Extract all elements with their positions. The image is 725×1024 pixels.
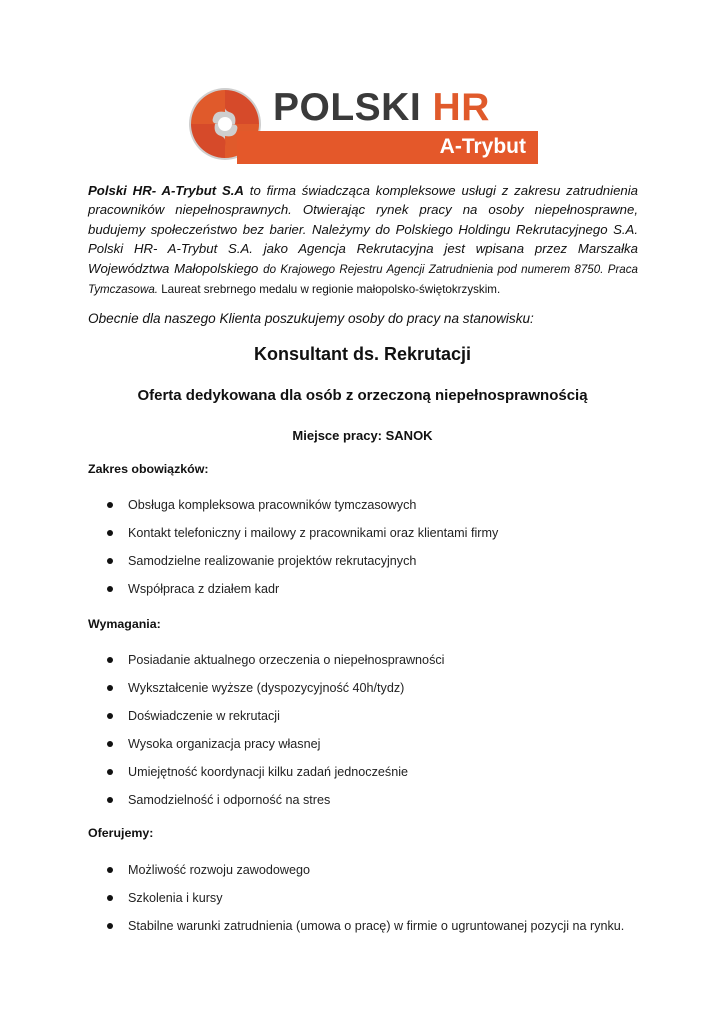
bullet-icon — [107, 713, 113, 719]
list-item — [0, 553, 640, 581]
list-item-text: Samodzielne realizowanie projektów rekrutacyjnych — [128, 554, 417, 568]
list-item-text: Stabilne warunki zatrudnienia (umowa o pracę) w firmie o ugruntowanej pozycji na rynku. — [128, 919, 625, 933]
list-item — [0, 792, 640, 820]
work-place: Miejsce pracy: SANOK — [292, 428, 433, 443]
intro-paragraph — [88, 181, 638, 299]
list-item-text: Samodzielność i odporność na stres — [128, 793, 331, 807]
bullet-icon — [107, 895, 113, 901]
list-item — [0, 918, 640, 946]
bullet-icon — [107, 502, 113, 508]
requirements-heading: Wymagania: — [88, 617, 161, 631]
intro-text-main: to firma świadcząca kompleksowe usługi z zakresu zatrudnienia pracowników niepełnosprawnych. Otwierając rynek pracy na osoby niepełnosprawne, budujemy społeczeństwo bez barier. Należymy do Polskiego Holdingu Rekrutacyjnego S.A. Polski HR- A-Trybut S.A. jako Agencja Rekrutacyjna jest wpisana przez Marszałka Województwa Małopolskiego — [88, 183, 638, 276]
list-item — [0, 862, 640, 890]
bullet-icon — [107, 685, 113, 691]
list-item-text: Obsługa kompleksowa pracowników tymczasowych — [128, 498, 417, 512]
list-item — [0, 497, 640, 525]
duties-list — [0, 497, 640, 609]
logo-brand-polski: POLSKI — [273, 86, 422, 129]
logo-brand-hr: HR — [432, 86, 490, 129]
requirements-list — [0, 652, 640, 820]
logo-brand-text — [273, 86, 490, 130]
bullet-icon — [107, 586, 113, 592]
list-item-text: Wykształcenie wyższe (dyspozycyjność 40h/tydz) — [128, 681, 405, 695]
intro-text-award: Laureat srebrnego medalu w regionie małopolsko-świętokrzyskim. — [158, 283, 501, 297]
lead-sentence: Obecnie dla naszego Klienta poszukujemy osoby do pracy na stanowisku: — [88, 311, 534, 326]
bullet-icon — [107, 867, 113, 873]
intro-company-name: Polski HR- A-Trybut S.A — [88, 183, 244, 198]
list-item-text: Wysoka organizacja pracy własnej — [128, 737, 321, 751]
bullet-icon — [107, 657, 113, 663]
list-item-text: Szkolenia i kursy — [128, 891, 223, 905]
offer-heading: Oferujemy: — [88, 826, 154, 840]
list-item — [0, 764, 640, 792]
list-item — [0, 736, 640, 764]
bullet-icon — [107, 797, 113, 803]
list-item — [0, 525, 640, 553]
duties-heading: Zakres obowiązków: — [88, 462, 209, 476]
logo-subtitle: A-Trybut — [439, 135, 526, 158]
bullet-icon — [107, 558, 113, 564]
list-item-text: Umiejętność koordynacji kilku zadań jednocześnie — [128, 765, 409, 779]
list-item — [0, 708, 640, 736]
list-item-text: Posiadanie aktualnego orzeczenia o niepełnosprawności — [128, 653, 445, 667]
list-item-text: Doświadczenie w rekrutacji — [128, 709, 280, 723]
list-item — [0, 652, 640, 680]
bullet-icon — [107, 769, 113, 775]
intro-text-registry: do Krajowego Rejestru Agencji Zatrudnienia pod numerem 8750. Praca Tymczasowa. — [88, 262, 639, 297]
list-item-text: Możliwość rozwoju zawodowego — [128, 863, 310, 877]
list-item-text: Współpraca z działem kadr — [128, 582, 280, 596]
list-item — [0, 890, 640, 918]
bullet-icon — [107, 530, 113, 536]
bullet-icon — [107, 741, 113, 747]
list-item — [0, 581, 640, 609]
job-subtitle: Oferta dedykowana dla osób z orzeczoną niepełnosprawnością — [137, 387, 588, 404]
offer-list — [0, 862, 640, 946]
job-title: Konsultant ds. Rekrutacji — [253, 344, 472, 364]
bullet-icon — [107, 923, 113, 929]
list-item-text: Kontakt telefoniczny i mailowy z pracownikami oraz klientami firmy — [128, 526, 499, 540]
list-item — [0, 680, 640, 708]
company-logo — [185, 84, 540, 164]
